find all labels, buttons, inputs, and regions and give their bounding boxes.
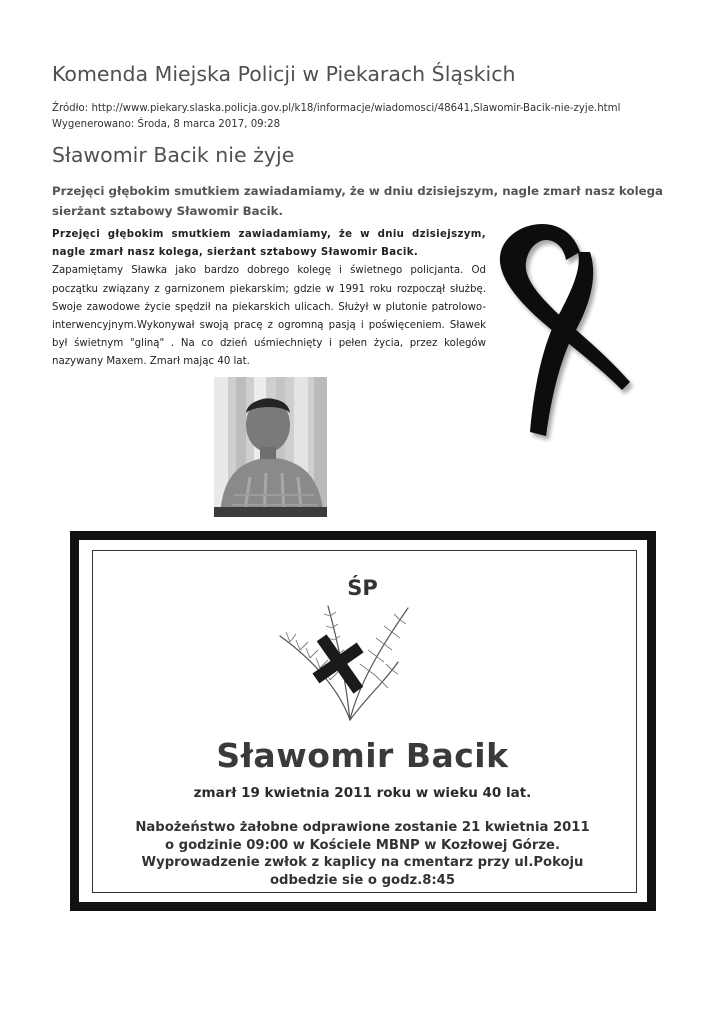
article-lead: Przejęci głębokim smutkiem zawiadamiamy, że w dniu dzisiejszym, nagle zmarł nasz kolega sierżant sztabowy Sławomir Bacik.: [52, 184, 664, 218]
service-line: Wyprowadzenie zwłok z kaplicy na cmentarz przy ul.Pokoju: [141, 855, 584, 870]
article-body: [52, 226, 486, 372]
article-body-paragraph: Zapamiętamy Sławka jako bardzo dobrego kolegę i świetnego policjanta. Od początku związany z garnizonem piekarskim; gdzie w 1991 roku rozpoczął służbę. Swoje zawodowe życie spędził na piekarskich ulicach. Służył w plutonie patrolowo-interwencyjnym.Wykonywał swoją pracę z ogromną pasją i poświęceniem. Sławek był świetnym "gliną" . Na co dzień uśmiechnięty i pełen życia, przez kolegów nazywany Maxem. Zmarł mając 40 lat.: [52, 265, 486, 368]
obituary-service-info: [0, 819, 725, 889]
portrait-photo: [214, 377, 327, 517]
article-body-bold-paragraph: Przejęci głębokim smutkiem zawiadamiamy, że w dniu dzisiejszym, nagle zmarł nasz kolega, sierżant sztabowy Sławomir Bacik.: [52, 229, 486, 259]
service-line: odbedzie sie o godz.8:45: [269, 872, 456, 888]
generated-date: Wygenerowano: Środa, 8 marca 2017, 09:28: [52, 119, 281, 130]
obituary-sp: ŚP: [347, 576, 378, 600]
fern-cross-icon: [276, 602, 412, 724]
mourning-ribbon-icon: [490, 222, 640, 442]
site-title: Komenda Miejska Policji w Piekarach Śląskich: [52, 62, 516, 86]
service-line: Nabożeństwo żałobne odprawione zostanie 21 kwietnia 2011: [135, 820, 590, 835]
service-line: o godzinie 09:00 w Kościele MBNP w Kozłowej Górze.: [165, 837, 560, 853]
article-title: Sławomir Bacik nie żyje: [52, 143, 295, 167]
source-url[interactable]: Źródło: http://www.piekary.slaska.policja.gov.pl/k18/informacje/wiadomosci/48641,Slawomir-Bacik-nie-zyje.html: [52, 103, 621, 114]
obituary-name: Sławomir Bacik: [216, 736, 509, 775]
obituary-died-line: zmarł 19 kwietnia 2011 roku w wieku 40 lat.: [193, 785, 532, 801]
